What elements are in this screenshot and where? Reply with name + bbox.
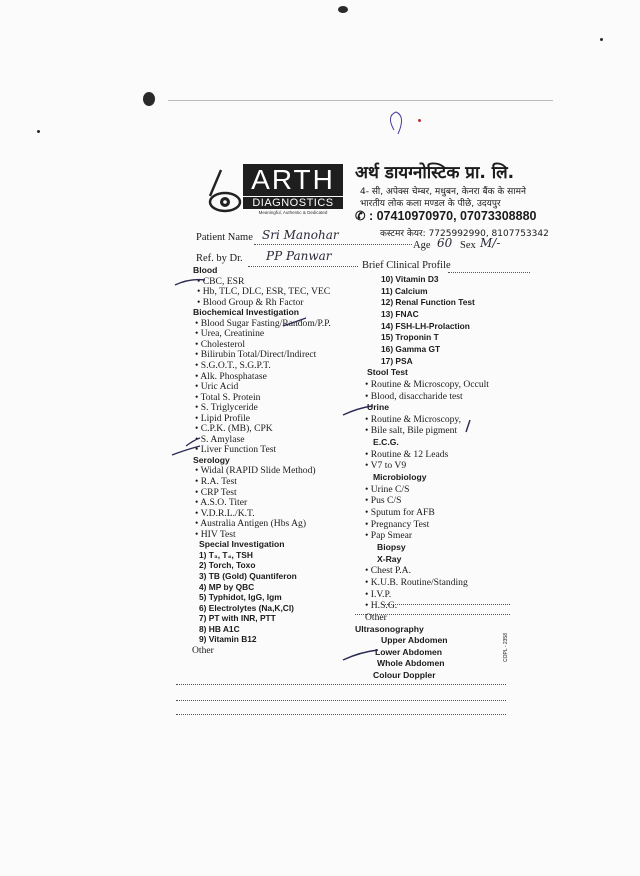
test-item: Serology: [193, 454, 230, 465]
test-item: Urine: [367, 402, 389, 413]
test-item: Microbiology: [373, 472, 427, 483]
address-line-1: 4- सी, अपेक्स चेम्बर, मधुबन, केनरा बैंक के सामने: [360, 187, 526, 197]
test-item: • Pap Smear: [365, 530, 413, 542]
test-item: Colour Doppler: [373, 670, 436, 681]
test-item: • Liver Function Test: [195, 444, 277, 456]
test-item: • Bilirubin Total/Direct/Indirect: [195, 349, 317, 361]
test-item: X-Ray: [377, 553, 402, 564]
sex-label: Sex: [460, 240, 476, 251]
test-item: 13) FNAC: [381, 308, 419, 319]
logo-tagline: Meaningful, Authentic & Dedicated: [258, 210, 328, 215]
logo-subtitle: DIAGNOSTICS: [243, 197, 343, 209]
patient-name-label: Patient Name: [196, 232, 253, 243]
test-item: 12) Renal Function Test: [381, 297, 475, 308]
test-item: • Urea, Creatinine: [195, 328, 265, 340]
test-item: • Hb, TLC, DLC, ESR, TEC, VEC: [197, 286, 331, 298]
ref-label: Ref. by Dr.: [196, 253, 243, 264]
test-item: • Chest P.A.: [365, 565, 412, 577]
test-item: 2) Torch, Toxo: [199, 560, 256, 571]
address-line-2: भारतीय लोक कला मण्डल के पीछे, उदयपुर: [360, 199, 501, 209]
clinical-profile-label: Brief Clinical Profile: [362, 260, 451, 271]
test-item: • V.D.R.L./K.T.: [195, 507, 255, 519]
age-value: 60: [437, 236, 453, 250]
test-item: Lower Abdomen: [375, 646, 442, 657]
logo-title: ARTH: [243, 164, 343, 196]
phone-value: 07410970970, 07073308880: [376, 209, 537, 223]
test-item: 6) Electrolytes (Na,K,Cl): [199, 602, 294, 613]
ref-value: PP Panwar: [266, 249, 332, 263]
test-item: Stool Test: [367, 367, 408, 378]
test-item: • Sputum for AFB: [365, 507, 435, 518]
test-item: 11) Calcium: [381, 285, 428, 296]
test-item: • S. Triglyceride: [195, 402, 258, 414]
test-item: • Cholesterol: [195, 338, 245, 350]
test-item: • Bile salt, Bile pigment: [365, 425, 458, 437]
test-item: • Total S. Protein: [195, 391, 261, 403]
test-item: • K.U.B. Routine/Standing: [365, 576, 468, 588]
sex-value: M/-: [480, 236, 501, 250]
test-item: 15) Troponin T: [381, 332, 439, 343]
test-item: • Widal (RAPID Slide Method): [195, 465, 316, 477]
test-item: • R.A. Test: [195, 476, 237, 487]
test-item: Other: [365, 611, 387, 623]
patient-name-value: Sri Manohar: [262, 228, 339, 242]
test-item: • CBC, ESR: [197, 275, 245, 287]
test-item: Ultrasonography: [355, 623, 424, 634]
age-label: Age: [413, 240, 431, 251]
footer-code: COPL - 2358: [503, 633, 509, 662]
test-item: Whole Abdomen: [377, 658, 445, 669]
test-item: • C.P.K. (MB), CPK: [195, 423, 273, 435]
test-item: 16) Gamma GT: [381, 343, 441, 354]
test-item: • Routine & 12 Leads: [365, 448, 449, 460]
test-item: • Blood, disaccharide test: [365, 390, 463, 402]
company-name-hindi: अर्थ डायग्नोस्टिक प्रा. लि.: [355, 163, 515, 183]
test-item: Other: [192, 644, 214, 656]
test-item: 14) FSH-LH-Prolaction: [381, 320, 470, 331]
test-item: • S. Amylase: [195, 433, 245, 445]
test-item: • Uric Acid: [195, 381, 239, 393]
test-item: • Blood Sugar Fasting/Random/P.P.: [195, 317, 331, 329]
test-item: 3) TB (Gold) Quantiferon: [199, 570, 297, 581]
test-item: 7) PT with INR, PTT: [199, 613, 276, 624]
test-item: • V7 to V9: [365, 460, 407, 472]
test-item: 1) T₃, T₄, TSH: [199, 549, 253, 560]
test-item: 8) HB A1C: [199, 623, 240, 634]
test-item: • Alk. Phosphatase: [195, 370, 267, 382]
test-item: 9) Vitamin B12: [199, 634, 257, 645]
test-item: Upper Abdomen: [381, 635, 448, 646]
test-item: • Pregnancy Test: [365, 518, 430, 530]
test-item: Special Investigation: [199, 539, 285, 550]
test-item: 10) Vitamin D3: [381, 274, 439, 284]
test-item: 4) MP by QBC: [199, 581, 255, 592]
test-item: • Urine C/S: [365, 483, 410, 495]
test-item: • Pus C/S: [365, 495, 402, 507]
phone-icon: ✆ :: [355, 209, 377, 223]
test-item: • S.G.O.T., S.G.P.T.: [195, 359, 271, 371]
test-item: Blood: [193, 265, 218, 275]
test-item: 5) Typhidot, IgG, Igm: [199, 592, 282, 603]
customer-care: कस्टमर केयर: 7725992990, 8107753342: [380, 229, 549, 239]
test-item: • Routine & Microscopy, Occult: [365, 378, 489, 390]
test-item: • Blood Group & Rh Factor: [197, 296, 304, 308]
test-item: Biopsy: [377, 541, 406, 552]
test-item: • I.V.P.: [365, 588, 392, 600]
test-item: • H.S.G.: [365, 600, 398, 612]
test-item: E.C.G.: [373, 437, 399, 448]
test-item: • A.S.O. Titer: [195, 497, 248, 509]
test-item: • HIV Test: [195, 528, 236, 540]
test-item: 17) PSA: [381, 355, 413, 366]
test-item: • Australia Antigen (Hbs Ag): [195, 518, 307, 530]
test-item: • Routine & Microscopy,: [365, 413, 461, 425]
test-item: • Lipid Profile: [195, 412, 251, 424]
test-item: • CRP Test: [195, 486, 237, 498]
test-item: Biochemical Investigation: [193, 307, 300, 318]
